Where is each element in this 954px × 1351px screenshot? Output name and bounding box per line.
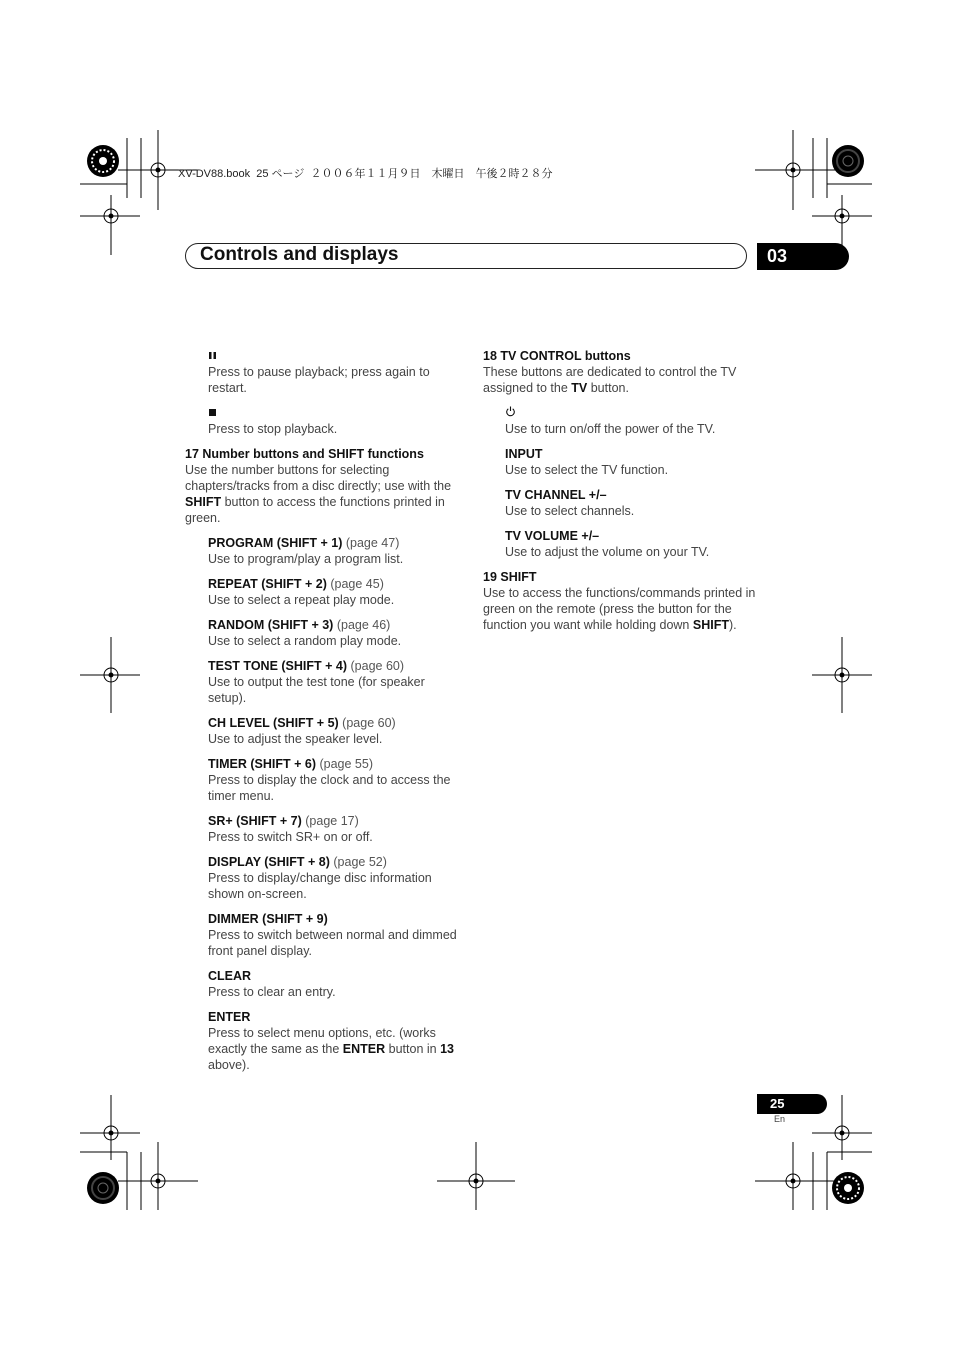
- enter-desc: [208, 1025, 465, 1073]
- crosshair-icon: [812, 637, 872, 713]
- crosshair-icon: [80, 637, 140, 713]
- item-desc: Use to output the test tone (for speaker setup).: [208, 675, 425, 705]
- tv-control-list: [483, 446, 763, 560]
- list-item: [208, 576, 465, 608]
- section-19-desc: [483, 585, 763, 633]
- stop-icon: [208, 408, 217, 417]
- list-item: [208, 535, 465, 567]
- item-page-ref: (page 17): [301, 814, 359, 828]
- crosshair-icon: [80, 1095, 140, 1160]
- item-title: [208, 617, 465, 633]
- item-page-ref: (page 46): [333, 618, 391, 632]
- item-name: RANDOM (SHIFT + 3): [208, 618, 334, 632]
- item-name: DIMMER (SHIFT + 9): [208, 912, 328, 926]
- section-17-desc-b: button to access the functions printed in green.: [185, 495, 445, 525]
- power-icon: [505, 406, 516, 417]
- section-17-desc-bold: SHIFT: [185, 495, 222, 509]
- item-desc: Use to select channels.: [505, 504, 635, 518]
- item-title: [208, 658, 465, 674]
- item-name: INPUT: [505, 447, 543, 461]
- pause-entry: [208, 348, 465, 396]
- crosshair-icon: [755, 1142, 835, 1210]
- list-item: [505, 528, 763, 560]
- stop-desc: Press to stop playback.: [208, 422, 338, 436]
- section-17-heading: 17 Number buttons and SHIFT functions: [185, 447, 424, 461]
- item-name: TIMER (SHIFT + 6): [208, 757, 316, 771]
- item-name: TV VOLUME +/–: [505, 529, 600, 543]
- list-item: [505, 487, 763, 519]
- item-title: [208, 576, 465, 592]
- item-name: PROGRAM (SHIFT + 1): [208, 536, 343, 550]
- crosshair-icon: [437, 1142, 515, 1210]
- item-page-ref: (page 60): [347, 659, 405, 673]
- enter-entry: [208, 1009, 465, 1073]
- section-19-desc-b: ).: [728, 618, 737, 632]
- section-18-desc: [483, 364, 763, 396]
- item-desc: Use to adjust the volume on your TV.: [505, 545, 710, 559]
- enter-desc-a: Press to select menu options, etc. (works exactly the same as the: [208, 1026, 436, 1056]
- section-18: [483, 348, 763, 396]
- list-item: [208, 911, 465, 959]
- item-name: SR+ (SHIFT + 7): [208, 814, 302, 828]
- pause-icon: [208, 351, 217, 360]
- item-title: [208, 911, 465, 927]
- enter-desc-bold1: ENTER: [342, 1042, 386, 1056]
- right-column: [483, 348, 763, 633]
- item-title: [208, 756, 465, 772]
- pause-desc: Press to pause playback; press again to restart.: [208, 365, 430, 395]
- item-desc: Use to select a repeat play mode.: [208, 593, 395, 607]
- item-name: REPEAT (SHIFT + 2): [208, 577, 327, 591]
- list-item: [208, 854, 465, 902]
- list-item: [208, 968, 465, 1000]
- item-page-ref: (page 55): [316, 757, 373, 771]
- item-page-ref: (page 45): [326, 577, 384, 591]
- section-17: [185, 446, 465, 526]
- item-title: [208, 715, 465, 731]
- list-item: [208, 813, 465, 845]
- item-title: [208, 854, 465, 870]
- power-entry: [505, 405, 763, 437]
- stop-entry: [208, 405, 465, 437]
- list-item: [208, 658, 465, 706]
- crosshair-icon: [755, 130, 835, 210]
- section-18-desc-a: These buttons are dedicated to control the TV assigned to the: [483, 365, 737, 395]
- chapter-number: 03: [757, 243, 849, 270]
- enter-name: ENTER: [208, 1010, 251, 1024]
- enter-desc-c: above).: [208, 1058, 250, 1072]
- item-desc: Press to switch between normal and dimmed front panel display.: [208, 928, 457, 958]
- item-desc: Press to display the clock and to access the timer menu.: [208, 773, 451, 803]
- section-19-desc-a: Use to access the functions/commands printed in green on the remote (press the button for the function you want while holding down: [483, 586, 756, 632]
- section-title: Controls and displays: [200, 244, 399, 265]
- item-name: CLEAR: [208, 969, 252, 983]
- item-desc: Press to switch SR+ on or off.: [208, 830, 373, 844]
- item-desc: Use to select a random play mode.: [208, 634, 402, 648]
- list-item: [208, 715, 465, 747]
- item-desc: Use to program/play a program list.: [208, 552, 404, 566]
- item-title: [208, 535, 465, 551]
- item-desc: Press to clear an entry.: [208, 985, 336, 999]
- crosshair-icon: [80, 195, 140, 255]
- list-item: [208, 617, 465, 649]
- section-19-desc-bold: SHIFT: [692, 618, 729, 632]
- section-18-desc-b: button.: [587, 381, 629, 395]
- item-name: CH LEVEL (SHIFT + 5): [208, 716, 339, 730]
- item-title: [208, 813, 465, 829]
- item-title: [208, 968, 465, 984]
- item-name: DISPLAY (SHIFT + 8): [208, 855, 330, 869]
- section-17-desc-a: Use the number buttons for selecting chapters/tracks from a disc directly; use with the: [185, 463, 452, 493]
- item-desc: Press to display/change disc information shown on-screen.: [208, 871, 432, 901]
- crosshair-icon: [118, 1142, 198, 1210]
- left-column: [185, 348, 465, 1073]
- section-18-desc-bold: TV: [571, 381, 588, 395]
- item-name: TEST TONE (SHIFT + 4): [208, 659, 348, 673]
- page-language: En: [774, 1114, 786, 1124]
- section-19-heading: 19 SHIFT: [483, 570, 537, 584]
- section-17-desc: [185, 462, 465, 526]
- item-page-ref: (page 47): [342, 536, 400, 550]
- section-19: [483, 569, 763, 633]
- item-name: TV CHANNEL +/–: [505, 488, 607, 502]
- section-18-heading: 18 TV CONTROL buttons: [483, 349, 631, 363]
- list-item: [505, 446, 763, 478]
- page-number: 25: [757, 1094, 827, 1114]
- enter-desc-bold2: 13: [440, 1042, 454, 1056]
- item-desc: Use to adjust the speaker level.: [208, 732, 383, 746]
- item-page-ref: (page 52): [329, 855, 387, 869]
- power-desc: Use to turn on/off the power of the TV.: [505, 422, 716, 436]
- item-desc: Use to select the TV function.: [505, 463, 669, 477]
- shift-function-list: [185, 535, 465, 1000]
- enter-desc-b: button in: [385, 1042, 441, 1056]
- list-item: [208, 756, 465, 804]
- item-page-ref: (page 60): [338, 716, 396, 730]
- print-header: XV-DV88.book 25 ページ ２００６年１１月９日 木曜日 午後２時２８分: [178, 168, 553, 180]
